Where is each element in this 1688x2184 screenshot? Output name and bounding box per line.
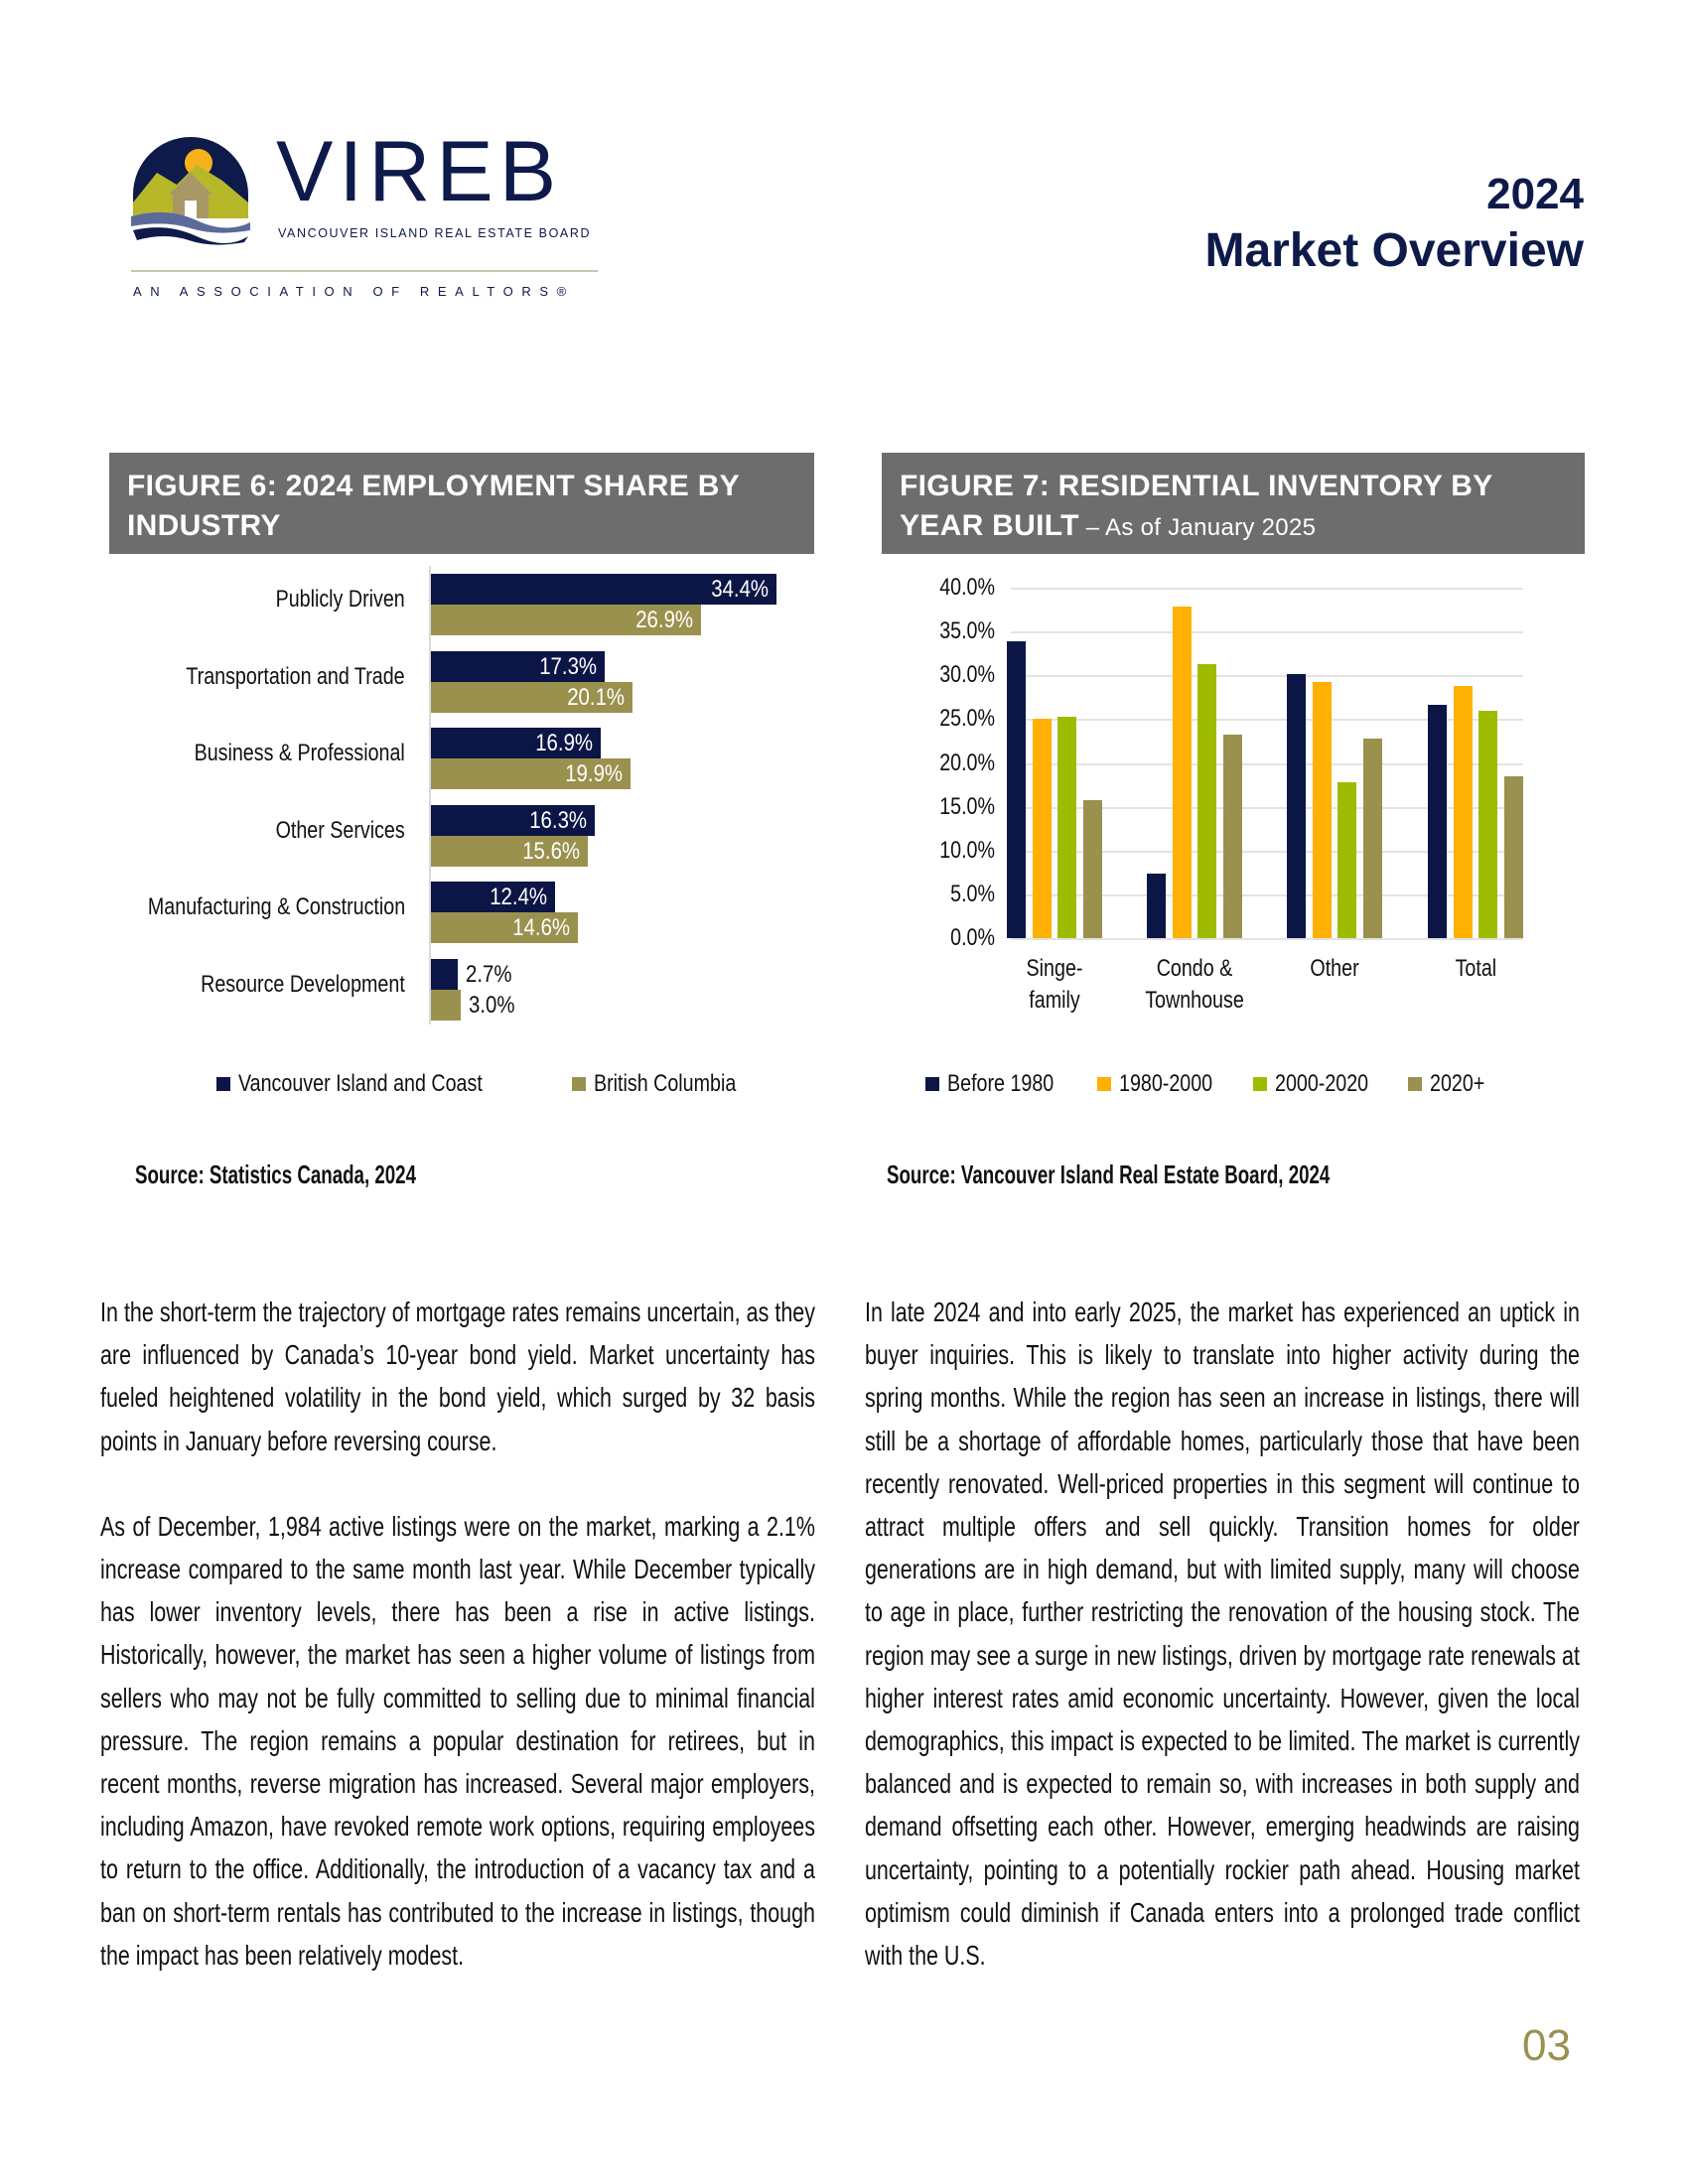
gridline [1011,938,1523,940]
page-title [1204,169,1584,281]
y-tick-label: 35.0% [939,617,995,645]
y-tick-label: 15.0% [939,792,995,820]
bar-vancouver-island [431,805,595,836]
figure7-legend [925,1070,1497,1098]
y-tick-label: 40.0% [939,574,995,601]
paragraph: In late 2024 and into early 2025, the market has experienced an uptick in buyer inquiries. This is likely to translate into higher activity during the spring months. While the region has seen an increase in listings, there will still be a shortage of affordable homes, particularly those that have been recently renovated. Well-priced properties in this segment will continue to attract multiple offers and sell quickly. Transition homes for older generations are in high demand, but with limited supply, many will choose to age in place, further restricting the renovation of the housing stock. The region may see a surge in new listings, driven by mortgage rate renewals at higher interest rates amid economic uncertainty. However, given the local demographics, this impact is expected to be limited. The market is currently balanced and is expected to remain so, with increases in both supply and demand offsetting each other. However, emerging headwinds are raising uncertainty, pointing to a potentially rockier path ahead. Housing market optimism could diminish if Canada enters into a prolonged trade conflict with the U.S. [865,1297,1580,1972]
category-label: Business & Professional [194,740,405,766]
legend-item-1980-2000: 1980-2000 [1097,1070,1233,1098]
category-label: Other Services [275,816,405,844]
bar-value-label: 12.4% [490,884,548,910]
y-tick-label: 10.0% [939,836,995,864]
figure6-chart [109,566,814,1122]
figure7-subtitle: – As of January 2025 [1078,514,1317,541]
figure6-legend [216,1070,767,1098]
bar-2000-2020 [1337,782,1356,938]
logo-wordmark: VIREB [276,124,563,219]
bar-1980-2000 [1313,682,1332,938]
figure6-row [109,720,814,789]
bar-british-columbia [431,836,588,867]
bar-value-label: 34.4% [711,576,769,603]
bar-value-label: 3.0% [469,991,515,1019]
category-label: Manufacturing & Construction [147,893,405,920]
figure7-title-text: FIGURE 7: RESIDENTIAL INVENTORY BY YEAR BUILT [900,470,1492,542]
logo-tagline: AN ASSOCIATION OF REALTORS® [133,284,575,299]
bar-1980-2000 [1033,719,1052,938]
bar-2000-2020 [1057,717,1076,938]
bar-1980-2000 [1173,607,1192,938]
bar-1980-2000 [1454,686,1473,938]
bar-before-1980 [1007,641,1026,938]
bar-value-label: 19.9% [565,760,624,787]
figure6-title-text: FIGURE 6: 2024 EMPLOYMENT SHARE BY INDUSTRY [127,470,740,542]
category-label: Transportation and Trade [186,662,405,690]
figure7-source: Source: Vancouver Island Real Estate Board, 2024 [887,1160,1331,1189]
paragraph: As of December, 1,984 active listings were on the market, marking a 2.1% increase compared to the same month last year. While December typically has lower inventory levels, there has been a rise in active listings. Historically, however, the market has seen a higher volume of listings from sellers who may not be fully committed to selling due to minimal financial pressure. The region remains a popular destination for retirees, but in recent months, reverse migration has increased. Several major employers, including Amazon, have revoked remote work options, requiring employees to return to the office. Additionally, the introduction of a vacancy tax and a ban on short-term rentals has contributed to the increase in listings, though the impact has been relatively modest. [100,1510,815,1971]
bar-vancouver-island [431,651,605,682]
bar-value-label: 17.3% [539,652,597,680]
x-category-label: Singe-family [1026,955,1083,1014]
figure6-source: Source: Statistics Canada, 2024 [135,1160,417,1189]
bar-2000-2020 [1197,664,1216,938]
bar-2020- [1504,776,1523,938]
bar-value-label: 16.9% [535,730,593,756]
vireb-logo [127,124,604,299]
body-column-left [100,1291,815,2019]
page-number: 03 [1522,2021,1571,2070]
bar-british-columbia [431,682,633,713]
figure7-title [882,453,1585,554]
bar-vancouver-island [431,959,512,990]
figure6-title [109,453,814,554]
x-category-label: Condo & Townhouse [1145,955,1244,1014]
bar-value-label: 14.6% [511,914,570,941]
bar-british-columbia [431,990,515,1021]
figure6-row [109,951,814,1021]
legend-swatch-navy [216,1077,230,1091]
figure6-row [109,797,814,867]
legend-item-british-columbia: British Columbia [572,1070,768,1098]
y-tick-label: 30.0% [939,661,995,689]
house-mountain-logo-icon [127,133,254,250]
y-tick-label: 20.0% [939,749,995,776]
bar-vancouver-island [431,574,776,605]
legend-item-2020-plus: 2020+ [1408,1070,1496,1098]
body-column-right [865,1291,1580,2019]
gridline [1011,588,1523,590]
logo-subtitle: VANCOUVER ISLAND REAL ESTATE BOARD [278,226,592,240]
bar-2020- [1223,735,1242,938]
figure6-row [109,874,814,943]
figure6-row [109,643,814,713]
gridline [1011,631,1523,633]
y-tick-label: 25.0% [939,705,995,733]
bar-2020- [1083,800,1102,938]
title-year: 2024 [1486,170,1584,218]
bar-before-1980 [1287,674,1306,938]
bar-vancouver-island [431,728,601,758]
bar-value-label: 2.7% [466,960,512,988]
logo-divider [131,270,598,272]
x-category-label: Other [1310,955,1359,982]
bar-vancouver-island [431,882,555,912]
bar-british-columbia [431,758,631,789]
bar-2020- [1363,739,1382,938]
legend-swatch-olive [572,1077,586,1091]
title-main: Market Overview [1204,223,1584,277]
bar-british-columbia [431,605,701,635]
paragraph: In the short-term the trajectory of mortgage rates remains uncertain, as they are influenced by Canada’s 10-year bond yield. Market uncertainty has fueled heightened volatility in the bond yield, which surged by 32 basis points in January before reversing course. [100,1297,815,1456]
legend-item-vancouver-island: Vancouver Island and Coast [216,1070,536,1098]
y-tick-label: 0.0% [950,924,995,951]
figure7-chart [882,566,1585,1122]
bar-value-label: 20.1% [567,683,626,711]
bar-before-1980 [1147,874,1166,938]
legend-item-before-1980: Before 1980 [925,1070,1077,1098]
category-label: Resource Development [201,970,405,998]
bar-value-label: 15.6% [521,837,580,865]
legend-item-2000-2020: 2000-2020 [1253,1070,1389,1098]
bar-2000-2020 [1478,711,1497,938]
gridline [1011,675,1523,677]
bar-value-label: 26.9% [635,607,694,633]
bar-before-1980 [1428,705,1447,938]
figure6-row [109,566,814,635]
x-category-label: Total [1455,955,1496,982]
bar-british-columbia [431,912,578,943]
category-label: Publicly Driven [275,586,405,613]
bar-value-label: 16.3% [529,806,587,834]
y-tick-label: 5.0% [950,880,995,907]
